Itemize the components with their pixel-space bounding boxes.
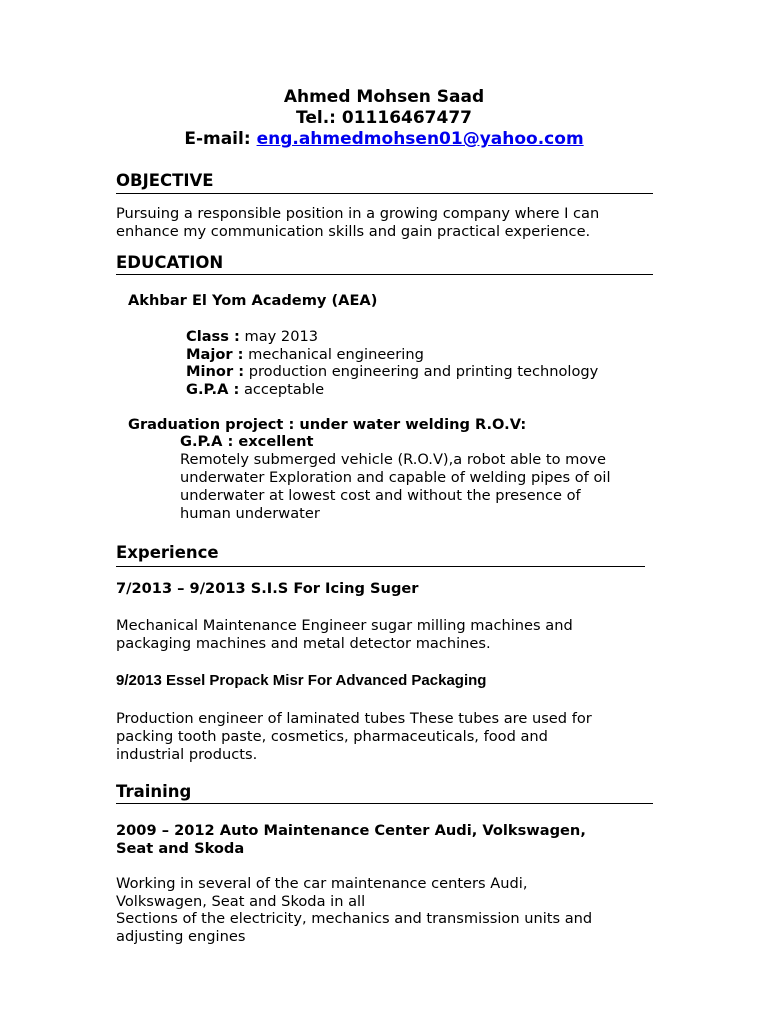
minor-value: production engineering and printing technology xyxy=(248,363,599,380)
training-divider xyxy=(116,803,653,804)
training-line-3: Sections of the electricity, mechanics and transmission units and xyxy=(116,910,593,927)
gpa-row xyxy=(186,381,324,399)
training-line-1: Working in several of the car maintenance centers Audi, xyxy=(116,875,528,892)
email-label: E-mail: xyxy=(184,129,251,149)
job-heading-1: 7/2013 – 9/2013 S.I.S For Icing Suger xyxy=(116,580,419,597)
objective-heading: OBJECTIVE xyxy=(116,171,214,190)
job-2-line-1: Production engineer of laminated tubes These tubes are used for xyxy=(116,710,592,727)
minor-row xyxy=(186,363,598,381)
training-heading-line-1: 2009 – 2012 Auto Maintenance Center Audi, Volkswagen, xyxy=(116,822,586,839)
experience-divider xyxy=(116,566,645,567)
applicant-name: Ahmed Mohsen Saad xyxy=(283,87,485,107)
experience-heading: Experience xyxy=(116,543,219,562)
objective-line-2: enhance my communication skills and gain practical experience. xyxy=(116,223,591,240)
email-line xyxy=(0,129,768,150)
minor-label: Minor : xyxy=(186,363,245,380)
education-heading: EDUCATION xyxy=(116,253,224,272)
project-description-line-3: underwater at lowest cost and without the presence of xyxy=(180,487,581,504)
telephone-line xyxy=(0,108,768,129)
graduation-project-title: Graduation project : under water welding R.O.V: xyxy=(128,416,527,433)
job-1-line-1: Mechanical Maintenance Engineer sugar milling machines and xyxy=(116,617,573,634)
project-description-line-4: human underwater xyxy=(180,505,320,522)
objective-line-1: Pursuing a responsible position in a growing company where I can xyxy=(116,205,600,222)
tel-value: 01116467477 xyxy=(341,108,472,128)
school-name: Akhbar El Yom Academy (AEA) xyxy=(128,292,378,309)
training-heading: Training xyxy=(116,782,192,801)
class-label: Class : xyxy=(186,328,240,345)
class-row xyxy=(186,328,318,346)
job-2-line-3: industrial products. xyxy=(116,746,258,763)
objective-divider xyxy=(116,193,653,194)
gpa-label: G.P.A : xyxy=(186,381,240,398)
training-heading-line-2: Seat and Skoda xyxy=(116,840,245,857)
graduation-project-gpa: G.P.A : excellent xyxy=(180,433,314,450)
tel-label: Tel.: xyxy=(296,108,336,128)
class-value: may 2013 xyxy=(244,328,319,345)
gpa-value: acceptable xyxy=(243,381,325,398)
education-divider xyxy=(116,274,653,275)
major-label: Major : xyxy=(186,346,244,363)
training-line-4: adjusting engines xyxy=(116,928,246,945)
project-description-line-1: Remotely submerged vehicle (R.O.V),a robot able to move xyxy=(180,451,606,468)
job-heading-2: 9/2013 Essel Propack Misr For Advanced Packaging xyxy=(116,672,487,689)
major-value: mechanical engineering xyxy=(248,346,424,363)
project-description-line-2: underwater Exploration and capable of welding pipes of oil xyxy=(180,469,611,486)
training-line-2: Volkswagen, Seat and Skoda in all xyxy=(116,893,366,910)
major-row xyxy=(186,346,424,364)
job-2-line-2: packing tooth paste, cosmetics, pharmaceuticals, food and xyxy=(116,728,548,745)
email-link[interactable]: eng.ahmedmohsen01@yahoo.com xyxy=(256,129,584,149)
job-1-line-2: packaging machines and metal detector machines. xyxy=(116,635,491,652)
